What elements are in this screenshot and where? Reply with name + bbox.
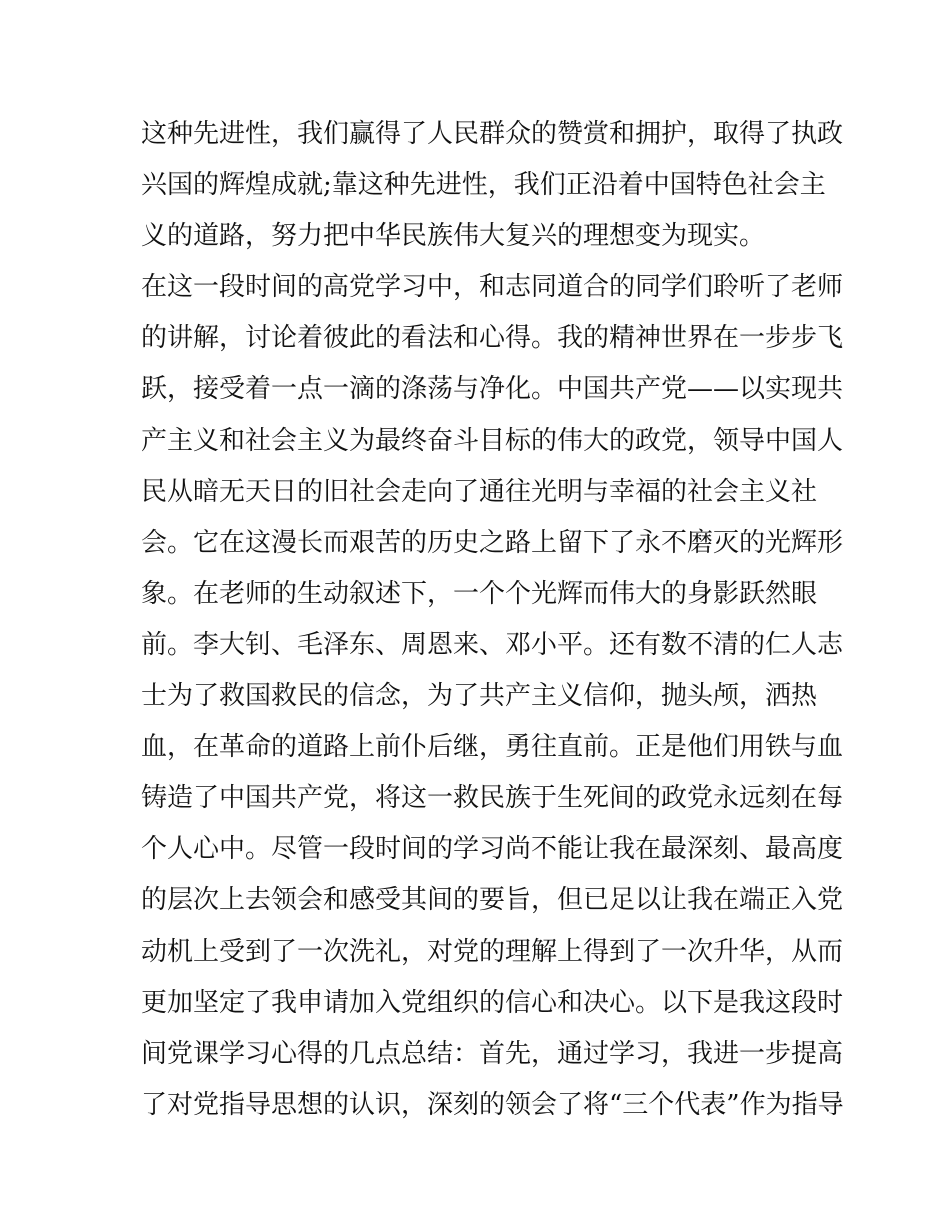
text-line: 会。它在这漫长而艰苦的历史之路上留下了永不磨灭的光辉形 bbox=[141, 527, 844, 558]
text-line: 铸造了中国共产党，将这一救民族于生死间的政党永远刻在每 bbox=[141, 783, 844, 814]
text-line: 更加坚定了我申请加入党组织的信心和决心。以下是我这段时 bbox=[141, 987, 844, 1018]
text-line: 间党课学习心得的几点总结：首先，通过学习，我进一步提高 bbox=[141, 1038, 844, 1069]
text-line: 跃，接受着一点一滴的涤荡与净化。中国共产党——以实现共 bbox=[141, 374, 844, 405]
text-line: 产主义和社会主义为最终奋斗目标的伟大的政党，领导中国人 bbox=[141, 425, 844, 456]
text-line: 血，在革命的道路上前仆后继，勇往直前。正是他们用铁与血 bbox=[141, 732, 844, 763]
text-line: 动机上受到了一次洗礼，对党的理解上得到了一次升华，从而 bbox=[141, 936, 844, 967]
text-line: 这种先进性，我们赢得了人民群众的赞赏和拥护，取得了执政 bbox=[141, 119, 844, 149]
text-line: 个人心中。尽管一段时间的学习尚不能让我在最深刻、最高度 bbox=[141, 834, 844, 865]
text-line: 士为了救国救民的信念，为了共产主义信仰，抛头颅，洒热 bbox=[141, 681, 818, 712]
text-line: 的层次上去领会和感受其间的要旨，但已足以让我在端正入党 bbox=[141, 885, 844, 916]
text-line: 兴国的辉煌成就;靠这种先进性，我们正沿着中国特色社会主 bbox=[141, 170, 826, 201]
text-line: 义的道路，努力把中华民族伟大复兴的理想变为现实。 bbox=[141, 221, 766, 252]
text-line: 在这一段时间的高党学习中，和志同道合的同学们聆听了老师 bbox=[141, 272, 844, 303]
text-line: 的讲解，讨论着彼此的看法和心得。我的精神世界在一步步飞 bbox=[141, 323, 844, 354]
text-line: 前。李大钊、毛泽东、周恩来、邓小平。还有数不清的仁人志 bbox=[141, 629, 844, 660]
text-line: 了对党指导思想的认识，深刻的领会了将“三个代表”作为指导 bbox=[141, 1089, 844, 1120]
text-line: 民从暗无天日的旧社会走向了通往光明与幸福的社会主义社 bbox=[141, 476, 818, 507]
text-line: 象。在老师的生动叙述下，一个个光辉而伟大的身影跃然眼 bbox=[141, 578, 818, 609]
body-text bbox=[141, 109, 844, 1131]
